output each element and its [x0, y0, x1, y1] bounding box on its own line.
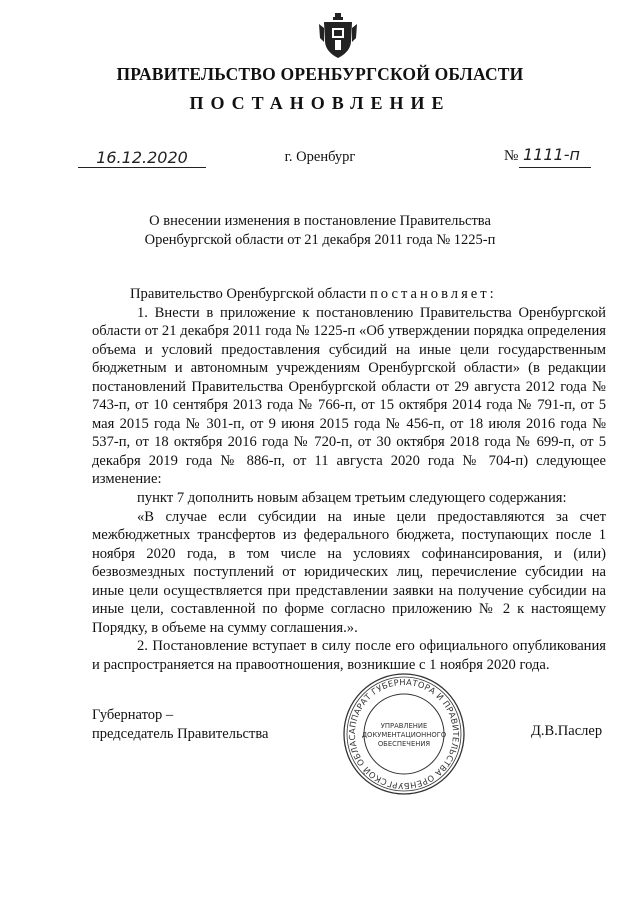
subject-line: О внесении изменения в постановление Правительства — [149, 213, 491, 229]
number-label: № — [504, 148, 519, 164]
document-type-title: ПОСТАНОВЛЕНИЕ — [189, 93, 451, 113]
signatory-position — [92, 706, 268, 743]
body-paragraph: 1. Внести в приложение к постановлению Правительства Оренбургской области от 21 декабря 2011 года № 1225-п «Об утверждении порядка определения объема и условий предоставления субсидий на иные цели государственным бюджетным и автономным учреждениям Оренбургской области» (в редакции постановлений Правительства Оренбургской области от 29 августа 2012 года № 743-п, от 10 сентября 2013 года № 766-п, от 15 октября 2014 года № 791-п, от 5 мая 2015 года № 301-п, от 9 июня 2015 года № 456-п, от 18 июля 2016 года № 537-п, от 18 октября 2016 года № 720-п, от 30 октября 2018 года № 699-п, от 5 декабря 2019 года № 886-п, от 11 августа 2020 года № 704-п) следующее изменение: — [92, 304, 606, 488]
document-subject — [0, 212, 640, 249]
number-underline — [519, 167, 591, 168]
document-city: г. Оренбург — [284, 149, 356, 165]
stamp-center-line: ДОКУМЕНТАЦИОННОГО — [361, 731, 447, 739]
signatory-name: Д.В.Паслер — [531, 723, 603, 739]
body-paragraph: пункт 7 дополнить новым абзацем третьим следующего содержания: — [137, 490, 567, 507]
position-line: Губернатор – — [92, 707, 174, 723]
date-underline — [78, 167, 206, 168]
coat-of-arms-emblem — [318, 12, 358, 60]
official-stamp — [342, 672, 466, 796]
organization-title: ПРАВИТЕЛЬСТВО ОРЕНБУРГСКОЙ ОБЛАСТИ — [116, 64, 524, 84]
stamp-center-line: УПРАВЛЕНИЕ — [380, 722, 428, 730]
stamp-ring-text: АППАРАТ ГУБЕРНАТОРА И ПРАВИТЕЛЬСТВА ОРЕНБУРГСКОЙ ОБЛАС — [346, 676, 462, 792]
document-number: 1111-п — [523, 145, 580, 164]
intro-paragraph — [92, 285, 606, 304]
subject-line: Оренбургской области от 21 декабря 2011 года № 1225-п — [144, 231, 496, 248]
body-paragraph: 2. Постановление вступает в силу после его официального опубликования и распространяется на правоотношения, возникшие с 1 ноября 2020 года. — [92, 638, 606, 673]
intro-verb: постановляет: — [370, 286, 497, 302]
body-paragraph: «В случае если субсидии на иные цели предоставляются за счет межбюджетных трансфертов из федерального бюджета, поступающих после 1 ноября 2020 года, в том числе на условиях софинансирования, и (или) безвозмездных поступлений от юридических лиц, перечисление субсидии на иные цели осуществляется при представлении заявки на получение субсидии на иные цели, составленной по форме согласно приложению № 2 к настоящему Порядку, в объеме на сумму соглашения.». — [92, 508, 606, 636]
position-line: председатель Правительства — [92, 725, 269, 742]
stamp-center-line: ОБЕСПЕЧЕНИЯ — [377, 740, 431, 748]
document-body — [92, 285, 606, 674]
document-date: 16.12.2020 — [96, 148, 188, 167]
intro-prefix: Правительство Оренбургской области — [130, 286, 367, 302]
